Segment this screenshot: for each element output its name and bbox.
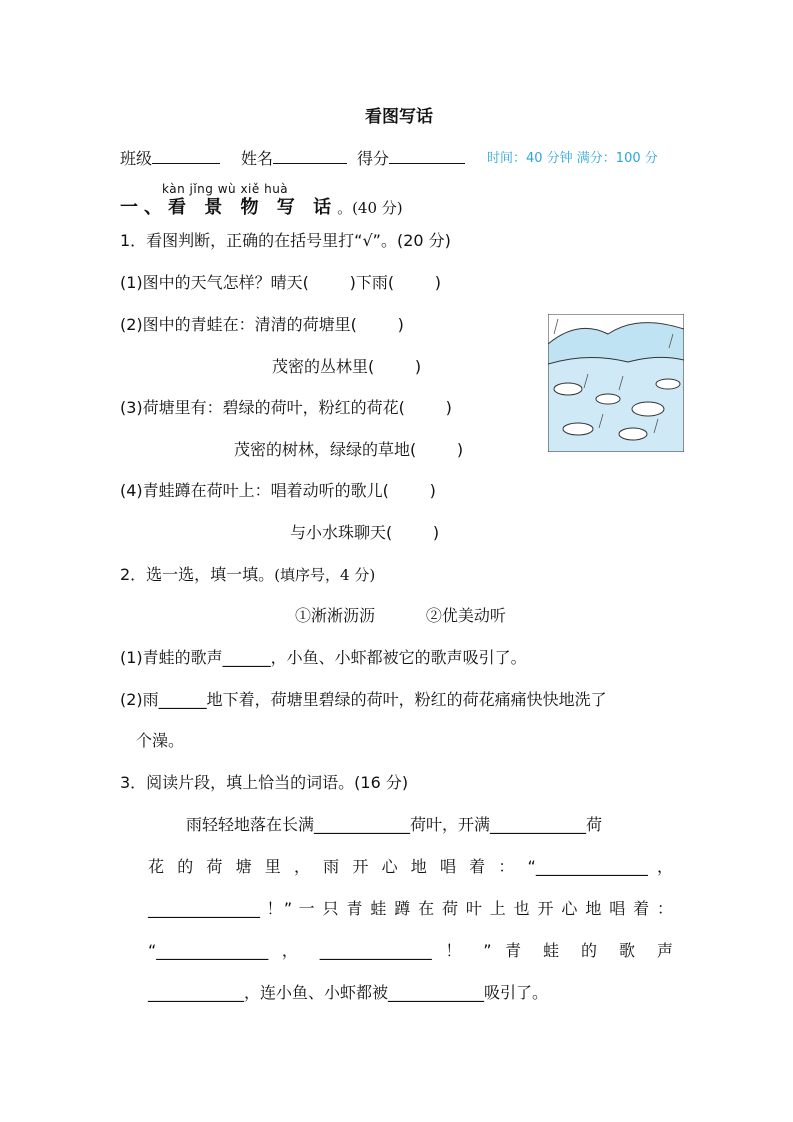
page-title: 看图写话	[365, 107, 433, 127]
q1-item: (3)荷塘里有：碧绿的荷叶，粉红的荷花( )	[120, 398, 452, 417]
class-field[interactable]	[120, 147, 220, 170]
section-heading-text: 一、看 景 物 写 话	[120, 197, 338, 218]
q3-line: 雨轻轻地落在长满____________荷叶，开满____________荷	[186, 815, 603, 834]
section-pinyin: kàn jǐng wù xiě huà	[162, 182, 289, 196]
section-heading	[120, 197, 403, 219]
q1-item: (4)青蛙蹲在荷叶上：唱着动听的歌儿( )	[120, 481, 436, 500]
q1-title: 1．看图判断，正确的在括号里打“√”。(20 分)	[120, 231, 451, 250]
q1-item: (2)图中的青蛙在：清清的荷塘里( )	[120, 315, 404, 334]
q2-item: (1)青蛙的歌声______，小鱼、小虾都被它的歌声吸引了。	[120, 648, 527, 667]
q1-item: 与小水珠聊天( )	[290, 523, 440, 542]
q2-item: (2)雨______地下着，荷塘里碧绿的荷叶，粉红的荷花痛痛快快地洗了	[120, 690, 607, 709]
q2-options: ①淅淅沥沥 ②优美动听	[295, 606, 506, 625]
section-points: 。(40 分)	[337, 199, 403, 217]
q1-item: (1)图中的天气怎样？晴天( )下雨( )	[120, 273, 442, 292]
name-label: 姓名	[241, 149, 274, 168]
q2-title-text: 2．选一选，填一填。	[120, 565, 275, 584]
q1-item: 茂密的树林，绿绿的草地( )	[234, 440, 464, 459]
q2-note: (填序号，4 分)	[274, 566, 376, 584]
q3-title: 3．阅读片段，填上恰当的词语。(16 分)	[120, 773, 409, 792]
q2-item-cont: 个澡。	[136, 731, 185, 750]
q3-line: “______________ ， ______________ ！ ” 青 蛙 的 歌 声	[148, 941, 673, 960]
q3-line: 花 的 荷 塘 里 ， 雨 开 心 地 唱 着 ： “______________ ，	[148, 857, 673, 876]
q3-line: ____________，连小鱼、小虾都被____________吸引了。	[148, 983, 549, 1002]
class-label: 班级	[120, 149, 153, 168]
score-field[interactable]	[357, 147, 465, 170]
name-field[interactable]	[241, 147, 347, 170]
pond-rain-illustration	[548, 314, 684, 452]
q1-item: 茂密的丛林里( )	[272, 357, 422, 376]
q2-title	[120, 564, 375, 586]
score-label: 得分	[357, 149, 390, 168]
q3-line: ______________ ！” 一 只 青 蛙 蹲 在 荷 叶 上 也 开 心 地 唱 着 ：	[148, 899, 673, 918]
time-info: 时间：40 分钟 满分：100 分	[487, 151, 658, 166]
